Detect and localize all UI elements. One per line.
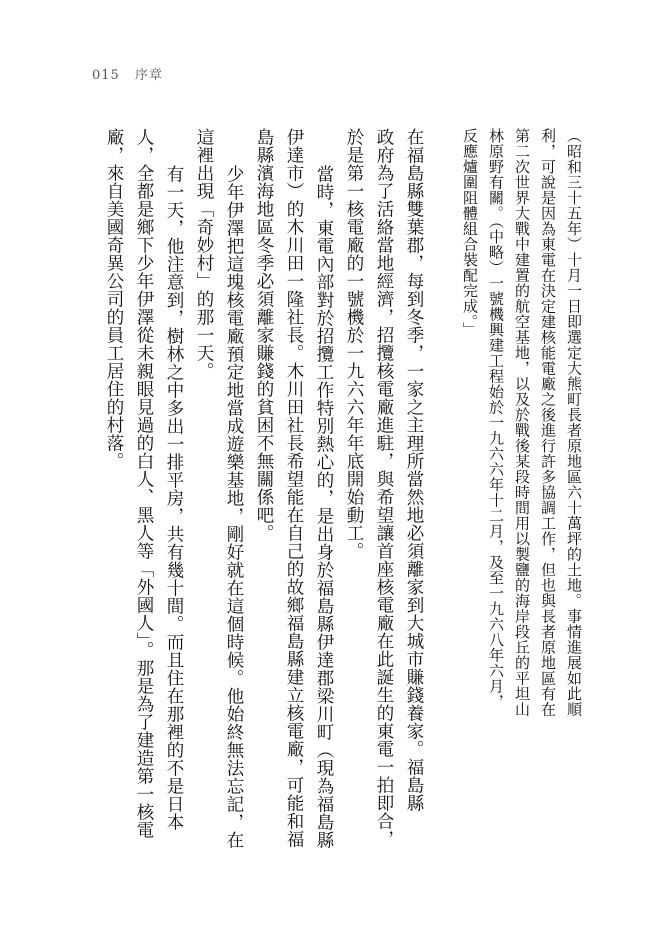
body-text xyxy=(99,128,429,848)
body-line: 有一天，他注意到，樹林之中多出一排平房，共有幾十間。而且住在那裡的不是日本 xyxy=(164,165,184,831)
body-line: 於是第一核電廠的一號機於一九六六年年底開始動工。 xyxy=(344,128,364,560)
quoted-passage xyxy=(457,128,587,848)
body-line: 政府為了活絡當地經濟，招攬核電廠進駐，與希望讓首座核電廠在此誕生的東電一拍即合， xyxy=(374,128,394,848)
body-line: 島縣濱海地區冬季必須離家賺錢的貧困不無關係吧。 xyxy=(254,128,274,542)
body-line: 這裡出現「奇妙村」的那一天。 xyxy=(194,128,214,380)
vertical-text-block xyxy=(99,128,587,848)
body-line: 當時，東電內部對於招攬工作特別熱心的，是出身於福島縣伊達郡梁川町（現為福島縣 xyxy=(314,165,334,849)
page-number: 015 xyxy=(92,68,120,83)
body-line: 伊達市）的木川田一隆社長。木川田社長希望能在自己的故鄉福島縣建立核電廠，可能和福 xyxy=(284,128,304,848)
body-line: 少年伊澤把這塊核電廠預定地當成遊樂基地，剛好就在這個時候。他始終無法忘記，在 xyxy=(224,165,244,849)
section-title: 序章 xyxy=(134,68,163,83)
body-line: 在福島縣雙葉郡，每到冬季，一家之主理所當然地必須離家到大城市賺錢養家。福島縣 xyxy=(404,128,424,812)
body-line: 廠，來自美國奇異公司的員工居住的村落。 xyxy=(104,128,124,470)
running-header xyxy=(92,64,163,83)
body-line: 人，全都是鄉下少年伊澤從未親眼見過的白人、黑人等「外國人」。那是為了建造第一核電 xyxy=(134,128,154,840)
quote-line: 林原野有關。（中略）一號機興建工程始於一九六六年十二月，及至一九六八年六月， xyxy=(487,128,505,710)
quote-line: （昭和三十五年）十月一日即選定大熊町長者原地區六十萬坪的土地。事情進展如此順 xyxy=(565,128,583,717)
quote-line: 反應爐圍阻體組合裝配完成。」 xyxy=(461,128,479,338)
quote-line: 利，可說是因為東電在決定建核能電廠之後進行許多協調工作，但也與長者原地區有在 xyxy=(539,128,557,717)
quote-line: 第二次世界大戰中建置的航空基地，以及於戰後某段時間用以製鹽的海岸段丘的平坦山 xyxy=(513,128,531,717)
